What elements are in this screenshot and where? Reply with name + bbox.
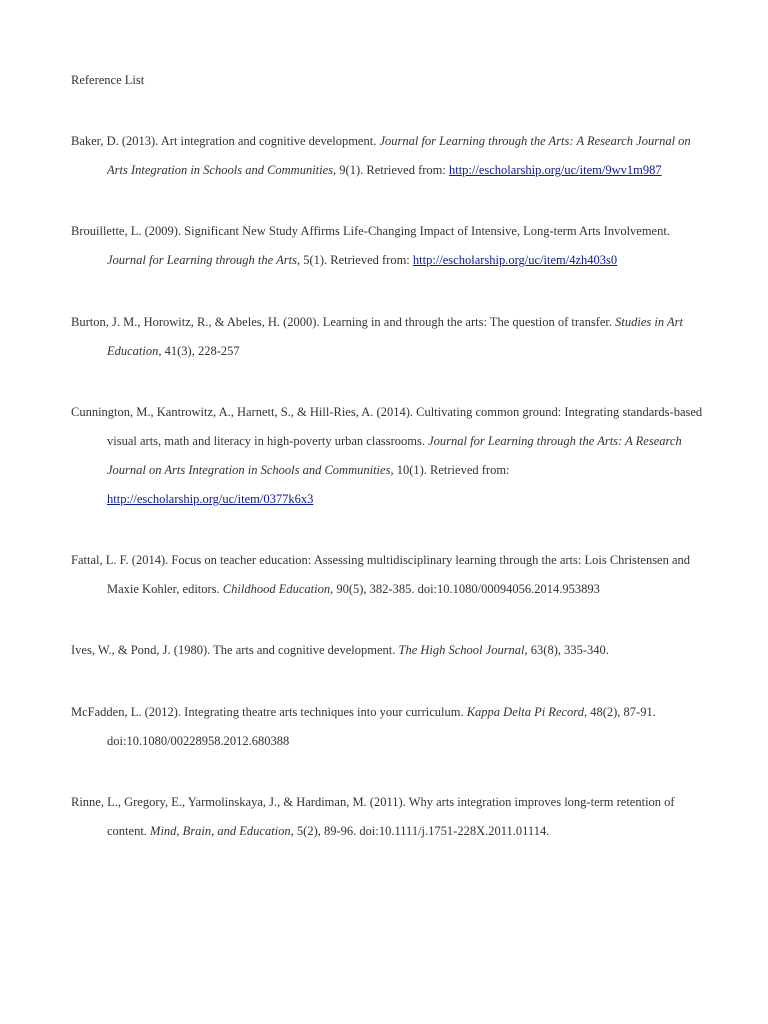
reference-text: , 41(3), 228-257	[158, 344, 240, 358]
reference-entry-brouillette	[71, 217, 711, 275]
reference-source-title: Journal for Learning through the Arts	[107, 253, 297, 267]
reference-text: visual arts, math and literacy in high-poverty urban classrooms.	[107, 434, 429, 448]
reference-entry-mcfadden	[71, 698, 711, 756]
reference-text: Cunnington, M., Kantrowitz, A., Harnett, S., & Hill-Ries, A. (2014). Cultivating common ground: Integrating standards-based	[71, 405, 703, 419]
reference-text: Rinne, L., Gregory, E., Yarmolinskaya, J., & Hardiman, M. (2011). Why arts integration improves long-term retention of	[71, 795, 675, 809]
reference-entry-ives	[71, 636, 711, 665]
reference-entry-cunnington	[71, 398, 711, 514]
reference-url-link[interactable]: http://escholarship.org/uc/item/0377k6x3	[107, 492, 314, 506]
reference-entry-baker	[71, 127, 711, 185]
reference-url-link[interactable]: http://escholarship.org/uc/item/4zh403s0	[412, 253, 618, 267]
reference-source-title: Kappa Delta Pi Record	[466, 705, 584, 719]
reference-line	[71, 308, 711, 337]
reference-source-title: Arts Integration in Schools and Communities	[107, 163, 334, 177]
reference-text: , 48(2), 87-91.	[583, 705, 656, 719]
reference-source-title: Studies in Art	[615, 315, 683, 329]
reference-text: doi:10.1080/00228958.2012.680388	[107, 734, 290, 748]
reference-line	[71, 636, 711, 665]
reference-text: Ives, W., & Pond, J. (1980). The arts and cognitive development.	[71, 643, 399, 657]
reference-source-title: Childhood Education	[222, 582, 331, 596]
reference-text: , 90(5), 382-385. doi:10.1080/00094056.2014.953893	[330, 582, 600, 596]
reference-source-title: The High School Journal	[398, 643, 525, 657]
reference-line	[71, 427, 711, 456]
reference-line	[71, 485, 711, 514]
reference-line	[71, 698, 711, 727]
reference-text: McFadden, L. (2012). Integrating theatre arts techniques into your curriculum.	[71, 705, 467, 719]
reference-line	[71, 817, 711, 846]
reference-text: Maxie Kohler, editors.	[107, 582, 223, 596]
reference-text: , 10(1). Retrieved from:	[390, 463, 510, 477]
reference-source-title: Education	[107, 344, 159, 358]
reference-source-title: Journal on Arts Integration in Schools and Communities	[107, 463, 391, 477]
reference-text: Fattal, L. F. (2014). Focus on teacher education: Assessing multidisciplinary learning through the arts: Lois Christensen and	[71, 553, 691, 567]
reference-text: , 5(1). Retrieved from:	[296, 253, 413, 267]
reference-line	[71, 575, 711, 604]
reference-line	[71, 337, 711, 366]
reference-entry-burton	[71, 308, 711, 366]
reference-source-title: Mind, Brain, and Education	[150, 824, 291, 838]
reference-text: Brouillette, L. (2009). Significant New Study Affirms Life-Changing Impact of Intensive, Long-term Arts Involvement.	[71, 224, 670, 238]
reference-line	[71, 546, 711, 575]
reference-entry-rinne	[71, 788, 711, 846]
reference-url-link[interactable]: http://escholarship.org/uc/item/9wv1m987	[448, 163, 662, 177]
reference-line	[71, 246, 711, 275]
reference-line	[71, 727, 711, 756]
reference-text: Burton, J. M., Horowitz, R., & Abeles, H. (2000). Learning in and through the arts: The question of transfer.	[71, 315, 616, 329]
reference-line	[71, 127, 711, 156]
reference-source-title: Journal for Learning through the Arts: A Research	[428, 434, 682, 448]
reference-line	[71, 788, 711, 817]
page-title: Reference List	[71, 73, 145, 87]
reference-entry-fattal	[71, 546, 711, 604]
reference-text: Baker, D. (2013). Art integration and cognitive development.	[71, 134, 380, 148]
reference-line	[71, 456, 711, 485]
reference-text: , 9(1). Retrieved from:	[333, 163, 449, 177]
reference-text: , 5(2), 89-96. doi:10.1111/j.1751-228X.2011.01114.	[290, 824, 550, 838]
reference-line	[71, 217, 711, 246]
reference-line	[71, 156, 711, 185]
reference-text: content.	[107, 824, 151, 838]
reference-source-title: Journal for Learning through the Arts: A Research Journal on	[379, 134, 691, 148]
reference-line	[71, 398, 711, 427]
reference-text: , 63(8), 335-340.	[524, 643, 609, 657]
